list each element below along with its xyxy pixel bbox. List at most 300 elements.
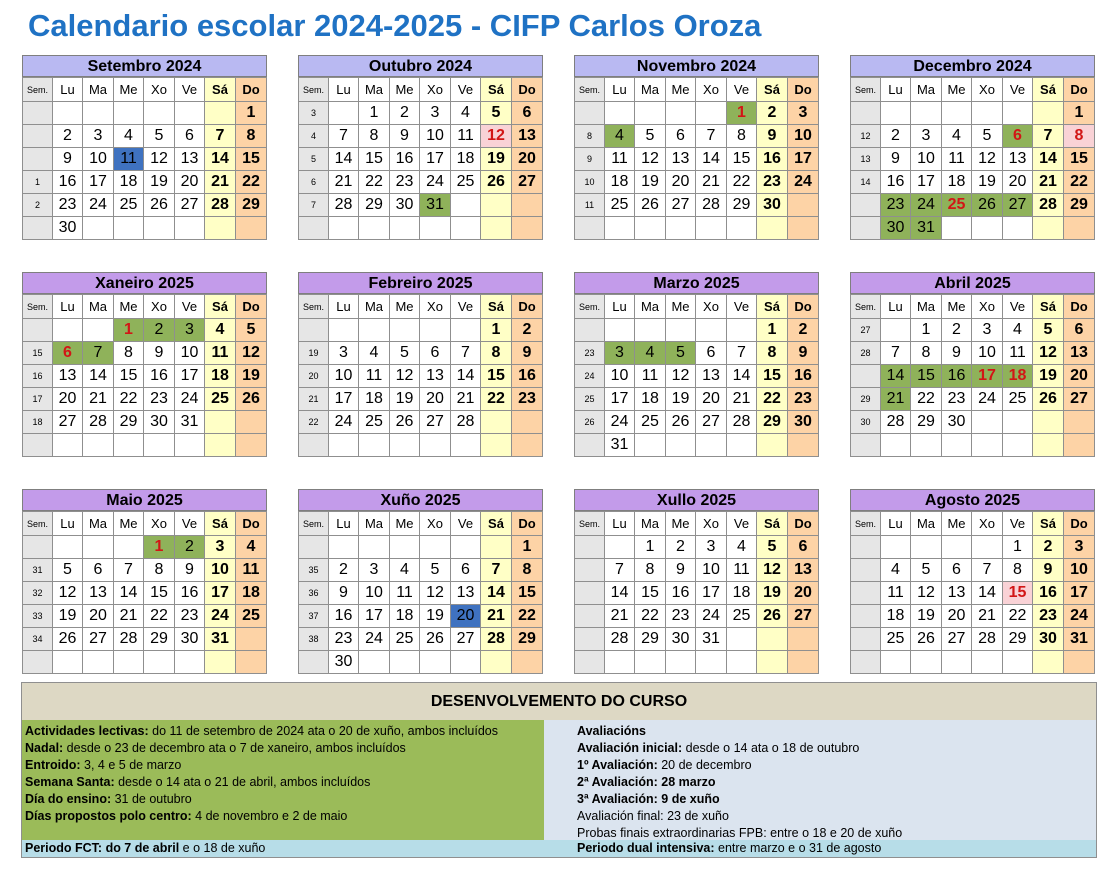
weekday-header-do: Do <box>236 295 267 319</box>
day-cell: 24 <box>359 628 390 651</box>
week-number <box>23 148 53 171</box>
empty-cell <box>881 434 911 457</box>
day-cell: 31 <box>1064 628 1095 651</box>
weekday-header-ve: Ve <box>1003 512 1033 536</box>
week-row <box>851 319 1095 342</box>
day-cell: 12 <box>757 559 788 582</box>
month-table <box>22 294 267 457</box>
day-cell: 7 <box>1033 125 1064 148</box>
day-cell: 29 <box>512 628 543 651</box>
week-row <box>23 582 267 605</box>
weekday-header-ma: Ma <box>359 295 390 319</box>
day-cell: 20 <box>175 171 205 194</box>
week-row <box>575 148 819 171</box>
day-cell: 17 <box>911 171 942 194</box>
empty-cell <box>481 194 512 217</box>
empty-cell <box>420 434 451 457</box>
day-cell: 18 <box>114 171 144 194</box>
day-cell: 25 <box>114 194 144 217</box>
week-number: 5 <box>299 148 329 171</box>
day-cell: 17 <box>83 171 114 194</box>
day-cell: 28 <box>696 194 727 217</box>
day-cell: 13 <box>696 365 727 388</box>
empty-cell <box>53 434 83 457</box>
week-number: 32 <box>23 582 53 605</box>
empty-cell <box>359 536 390 559</box>
weekday-header-sa: Sá <box>757 295 788 319</box>
month-table <box>298 77 543 240</box>
day-cell: 25 <box>390 628 420 651</box>
day-cell: 12 <box>236 342 267 365</box>
day-cell: 31 <box>205 628 236 651</box>
week-row <box>851 102 1095 125</box>
day-cell: 4 <box>881 559 911 582</box>
week-number <box>851 651 881 674</box>
weekday-header-lu: Lu <box>605 512 635 536</box>
day-cell: 3 <box>696 536 727 559</box>
day-cell: 30 <box>788 411 819 434</box>
empty-cell <box>666 217 696 240</box>
day-cell: 24 <box>911 194 942 217</box>
dual-period <box>577 840 881 857</box>
day-cell: 30 <box>329 651 359 674</box>
month-abril-2025 <box>850 272 1095 457</box>
weekday-header-xo: Xo <box>696 78 727 102</box>
empty-cell <box>53 651 83 674</box>
empty-cell <box>635 651 666 674</box>
weekday-header-ma: Ma <box>635 512 666 536</box>
day-cell: 29 <box>635 628 666 651</box>
day-cell: 3 <box>205 536 236 559</box>
day-cell: 17 <box>420 148 451 171</box>
day-cell: 19 <box>1033 365 1064 388</box>
day-cell: 10 <box>1064 559 1095 582</box>
day-cell: 12 <box>635 148 666 171</box>
day-cell: 7 <box>205 125 236 148</box>
weekday-header-xo: Xo <box>972 78 1003 102</box>
day-cell: 18 <box>942 171 972 194</box>
month-table <box>850 77 1095 240</box>
holiday-line <box>25 791 192 808</box>
weekday-header-me: Me <box>390 78 420 102</box>
week-number <box>575 628 605 651</box>
empty-cell <box>1033 102 1064 125</box>
day-cell: 29 <box>114 411 144 434</box>
day-cell: 15 <box>1003 582 1033 605</box>
empty-cell <box>451 194 481 217</box>
empty-cell <box>114 651 144 674</box>
dual-label: Periodo dual intensiva: <box>577 841 715 855</box>
day-cell: 10 <box>788 125 819 148</box>
day-cell: 21 <box>205 171 236 194</box>
empty-cell <box>788 628 819 651</box>
day-cell: 28 <box>205 194 236 217</box>
day-cell: 22 <box>236 171 267 194</box>
holidays-list <box>22 720 544 840</box>
week-number <box>575 536 605 559</box>
line-text: desde o 23 de decembro ata o 7 de xaneiro, ambos incluídos <box>63 741 406 755</box>
day-cell: 29 <box>727 194 757 217</box>
course-development-banner: DESENVOLVEMENTO DO CURSO <box>22 683 1096 720</box>
weekday-header-sem: Sem. <box>575 295 605 319</box>
empty-cell <box>635 217 666 240</box>
day-cell: 13 <box>53 365 83 388</box>
evaluation-line <box>577 774 715 791</box>
weekday-header-do: Do <box>1064 512 1095 536</box>
week-row <box>23 605 267 628</box>
empty-cell <box>329 434 359 457</box>
empty-cell <box>236 217 267 240</box>
day-cell: 10 <box>605 365 635 388</box>
month-title: Novembro 2024 <box>574 55 819 77</box>
weekday-header-sa: Sá <box>1033 78 1064 102</box>
holiday-line <box>25 740 406 757</box>
week-row <box>851 628 1095 651</box>
day-cell: 29 <box>911 411 942 434</box>
empty-cell <box>144 651 175 674</box>
day-cell: 22 <box>911 388 942 411</box>
day-cell: 4 <box>114 125 144 148</box>
day-cell: 16 <box>329 605 359 628</box>
empty-cell <box>942 434 972 457</box>
day-cell: 13 <box>1064 342 1095 365</box>
empty-cell <box>175 217 205 240</box>
line-text: do 11 de setembro de 2024 ata o 20 de xuño, ambos incluídos <box>148 724 498 738</box>
week-number <box>575 434 605 457</box>
week-row <box>851 342 1095 365</box>
day-cell: 27 <box>666 194 696 217</box>
day-cell: 29 <box>757 411 788 434</box>
empty-cell <box>390 319 420 342</box>
day-cell: 13 <box>175 148 205 171</box>
empty-cell <box>696 651 727 674</box>
day-cell: 11 <box>881 582 911 605</box>
day-cell: 30 <box>942 411 972 434</box>
empty-cell <box>114 102 144 125</box>
day-cell: 9 <box>881 148 911 171</box>
line-text: desde o 14 ata o 18 de outubro <box>682 741 860 755</box>
week-number: 24 <box>575 365 605 388</box>
day-cell: 22 <box>359 171 390 194</box>
day-cell: 22 <box>512 605 543 628</box>
day-cell: 30 <box>1033 628 1064 651</box>
weekday-header-me: Me <box>942 512 972 536</box>
weekday-header-sa: Sá <box>205 295 236 319</box>
week-number <box>851 559 881 582</box>
day-cell: 22 <box>481 388 512 411</box>
day-cell: 29 <box>359 194 390 217</box>
weekday-header-sem: Sem. <box>23 512 53 536</box>
weekday-header-xo: Xo <box>972 295 1003 319</box>
weekday-header-do: Do <box>512 78 543 102</box>
weekday-header-ve: Ve <box>727 78 757 102</box>
day-cell: 16 <box>788 365 819 388</box>
day-cell: 5 <box>481 102 512 125</box>
month-novembro-2024 <box>574 55 819 240</box>
week-number: 1 <box>23 171 53 194</box>
day-cell: 19 <box>236 365 267 388</box>
week-number <box>851 605 881 628</box>
day-cell: 8 <box>236 125 267 148</box>
line-text: 3, 4 e 5 de marzo <box>80 758 182 772</box>
line-text: 31 de outubro <box>111 792 192 806</box>
day-cell: 24 <box>329 411 359 434</box>
day-cell: 13 <box>666 148 696 171</box>
day-cell: 14 <box>727 365 757 388</box>
empty-cell <box>972 651 1003 674</box>
empty-cell <box>757 628 788 651</box>
day-cell: 11 <box>359 365 390 388</box>
week-row <box>299 536 543 559</box>
day-cell: 20 <box>420 388 451 411</box>
weekday-header-xo: Xo <box>696 295 727 319</box>
day-cell: 27 <box>942 628 972 651</box>
week-number <box>23 125 53 148</box>
week-number: 30 <box>851 411 881 434</box>
weekday-header-lu: Lu <box>329 512 359 536</box>
day-cell: 14 <box>881 365 911 388</box>
week-number: 27 <box>851 319 881 342</box>
weekday-header-sem: Sem. <box>575 78 605 102</box>
empty-cell <box>1064 217 1095 240</box>
day-cell: 4 <box>236 536 267 559</box>
week-number: 4 <box>299 125 329 148</box>
weekday-header-sem: Sem. <box>851 295 881 319</box>
day-cell: 14 <box>83 365 114 388</box>
day-cell: 3 <box>175 319 205 342</box>
day-cell: 20 <box>83 605 114 628</box>
day-cell: 15 <box>512 582 543 605</box>
day-cell: 21 <box>1033 171 1064 194</box>
week-row <box>299 365 543 388</box>
empty-cell <box>359 434 390 457</box>
day-cell: 12 <box>390 365 420 388</box>
day-cell: 6 <box>53 342 83 365</box>
weekday-header-lu: Lu <box>53 78 83 102</box>
day-cell: 14 <box>1033 148 1064 171</box>
empty-cell <box>83 434 114 457</box>
empty-cell <box>666 651 696 674</box>
day-cell: 25 <box>727 605 757 628</box>
holiday-line <box>25 808 347 825</box>
day-cell: 16 <box>1033 582 1064 605</box>
line-label: Día do ensino: <box>25 792 112 806</box>
day-cell: 25 <box>205 388 236 411</box>
empty-cell <box>1064 434 1095 457</box>
empty-cell <box>696 217 727 240</box>
month-setembro-2024 <box>22 55 267 240</box>
weekday-header-ve: Ve <box>727 512 757 536</box>
empty-cell <box>1064 651 1095 674</box>
week-number: 23 <box>575 342 605 365</box>
weekday-header-me: Me <box>114 78 144 102</box>
week-row <box>23 194 267 217</box>
week-number <box>23 651 53 674</box>
day-cell: 12 <box>144 148 175 171</box>
empty-cell <box>1003 651 1033 674</box>
empty-cell <box>666 319 696 342</box>
week-number: 2 <box>23 194 53 217</box>
empty-cell <box>942 536 972 559</box>
day-cell: 18 <box>236 582 267 605</box>
weekday-header-ma: Ma <box>911 295 942 319</box>
day-cell: 23 <box>788 388 819 411</box>
day-cell: 3 <box>911 125 942 148</box>
day-cell: 4 <box>205 319 236 342</box>
day-cell: 1 <box>144 536 175 559</box>
day-cell: 9 <box>53 148 83 171</box>
weekday-header-me: Me <box>942 78 972 102</box>
empty-cell <box>83 217 114 240</box>
day-cell: 21 <box>329 171 359 194</box>
empty-cell <box>451 217 481 240</box>
day-cell: 28 <box>451 411 481 434</box>
day-cell: 12 <box>420 582 451 605</box>
empty-cell <box>788 217 819 240</box>
empty-cell <box>481 434 512 457</box>
day-cell: 31 <box>911 217 942 240</box>
empty-cell <box>881 102 911 125</box>
line-label: Nadal: <box>25 741 64 755</box>
day-cell: 27 <box>53 411 83 434</box>
day-cell: 15 <box>144 582 175 605</box>
day-cell: 26 <box>972 194 1003 217</box>
empty-cell <box>942 651 972 674</box>
day-cell: 16 <box>942 365 972 388</box>
empty-cell <box>942 217 972 240</box>
empty-cell <box>390 434 420 457</box>
day-cell: 23 <box>757 171 788 194</box>
day-cell: 6 <box>420 342 451 365</box>
day-cell: 14 <box>605 582 635 605</box>
day-cell: 4 <box>1003 319 1033 342</box>
week-row <box>851 536 1095 559</box>
dual-text: entre marzo e o 31 de agosto <box>714 841 882 855</box>
day-cell: 16 <box>757 148 788 171</box>
empty-cell <box>512 434 543 457</box>
line-label: Avaliacións <box>577 724 647 738</box>
day-cell: 4 <box>635 342 666 365</box>
empty-cell <box>1033 434 1064 457</box>
day-cell: 1 <box>1003 536 1033 559</box>
weekday-header-ve: Ve <box>451 512 481 536</box>
weekday-header-ve: Ve <box>451 295 481 319</box>
day-cell: 11 <box>114 148 144 171</box>
week-row <box>23 102 267 125</box>
week-number <box>575 605 605 628</box>
day-cell: 8 <box>911 342 942 365</box>
day-cell: 14 <box>451 365 481 388</box>
week-row <box>575 582 819 605</box>
day-cell: 14 <box>972 582 1003 605</box>
day-cell: 24 <box>696 605 727 628</box>
day-cell: 7 <box>605 559 635 582</box>
day-cell: 7 <box>329 125 359 148</box>
day-cell: 3 <box>788 102 819 125</box>
day-cell: 15 <box>1064 148 1095 171</box>
weekday-header-ma: Ma <box>83 512 114 536</box>
day-cell: 3 <box>83 125 114 148</box>
weekday-header-lu: Lu <box>605 295 635 319</box>
line-text: 20 de decembro <box>657 758 752 772</box>
day-cell: 24 <box>1064 605 1095 628</box>
day-cell: 24 <box>175 388 205 411</box>
day-cell: 8 <box>1064 125 1095 148</box>
week-row <box>299 651 543 674</box>
weekday-header-me: Me <box>390 295 420 319</box>
week-row <box>575 125 819 148</box>
fct-end: e o 18 de xuño <box>179 841 266 855</box>
week-number: 15 <box>23 342 53 365</box>
day-cell: 9 <box>788 342 819 365</box>
day-cell: 21 <box>881 388 911 411</box>
week-number: 10 <box>575 171 605 194</box>
weekday-header-ma: Ma <box>635 295 666 319</box>
empty-cell <box>1003 434 1033 457</box>
day-cell: 5 <box>635 125 666 148</box>
empty-cell <box>83 102 114 125</box>
empty-cell <box>329 536 359 559</box>
day-cell: 10 <box>359 582 390 605</box>
day-cell: 2 <box>942 319 972 342</box>
day-cell: 19 <box>144 171 175 194</box>
week-row <box>851 388 1095 411</box>
week-row <box>851 365 1095 388</box>
day-cell: 21 <box>114 605 144 628</box>
week-row <box>299 102 543 125</box>
day-cell: 11 <box>1003 342 1033 365</box>
day-cell: 3 <box>420 102 451 125</box>
week-row <box>23 148 267 171</box>
empty-cell <box>1033 217 1064 240</box>
day-cell: 18 <box>727 582 757 605</box>
empty-cell <box>53 102 83 125</box>
day-cell: 23 <box>390 171 420 194</box>
day-cell: 2 <box>53 125 83 148</box>
day-cell: 30 <box>757 194 788 217</box>
evaluation-line <box>577 723 646 740</box>
day-cell: 8 <box>114 342 144 365</box>
weekday-header-me: Me <box>114 295 144 319</box>
day-cell: 29 <box>1064 194 1095 217</box>
day-cell: 5 <box>236 319 267 342</box>
day-cell: 26 <box>236 388 267 411</box>
weekday-header-lu: Lu <box>605 78 635 102</box>
day-cell: 26 <box>390 411 420 434</box>
day-cell: 9 <box>329 582 359 605</box>
day-cell: 7 <box>481 559 512 582</box>
day-cell: 27 <box>420 411 451 434</box>
day-cell: 15 <box>635 582 666 605</box>
week-number <box>575 319 605 342</box>
holiday-line <box>25 723 498 740</box>
day-cell: 2 <box>666 536 696 559</box>
empty-cell <box>1003 217 1033 240</box>
day-cell: 6 <box>175 125 205 148</box>
day-cell: 3 <box>605 342 635 365</box>
day-cell: 6 <box>696 342 727 365</box>
month-table <box>574 77 819 240</box>
weekday-header-ma: Ma <box>359 78 390 102</box>
course-development-panel <box>21 682 1097 858</box>
day-cell: 31 <box>175 411 205 434</box>
weekday-header-ve: Ve <box>175 512 205 536</box>
empty-cell <box>1033 411 1064 434</box>
evaluation-line <box>577 791 720 808</box>
month-decembro-2024 <box>850 55 1095 240</box>
day-cell: 5 <box>1033 319 1064 342</box>
week-row <box>299 194 543 217</box>
